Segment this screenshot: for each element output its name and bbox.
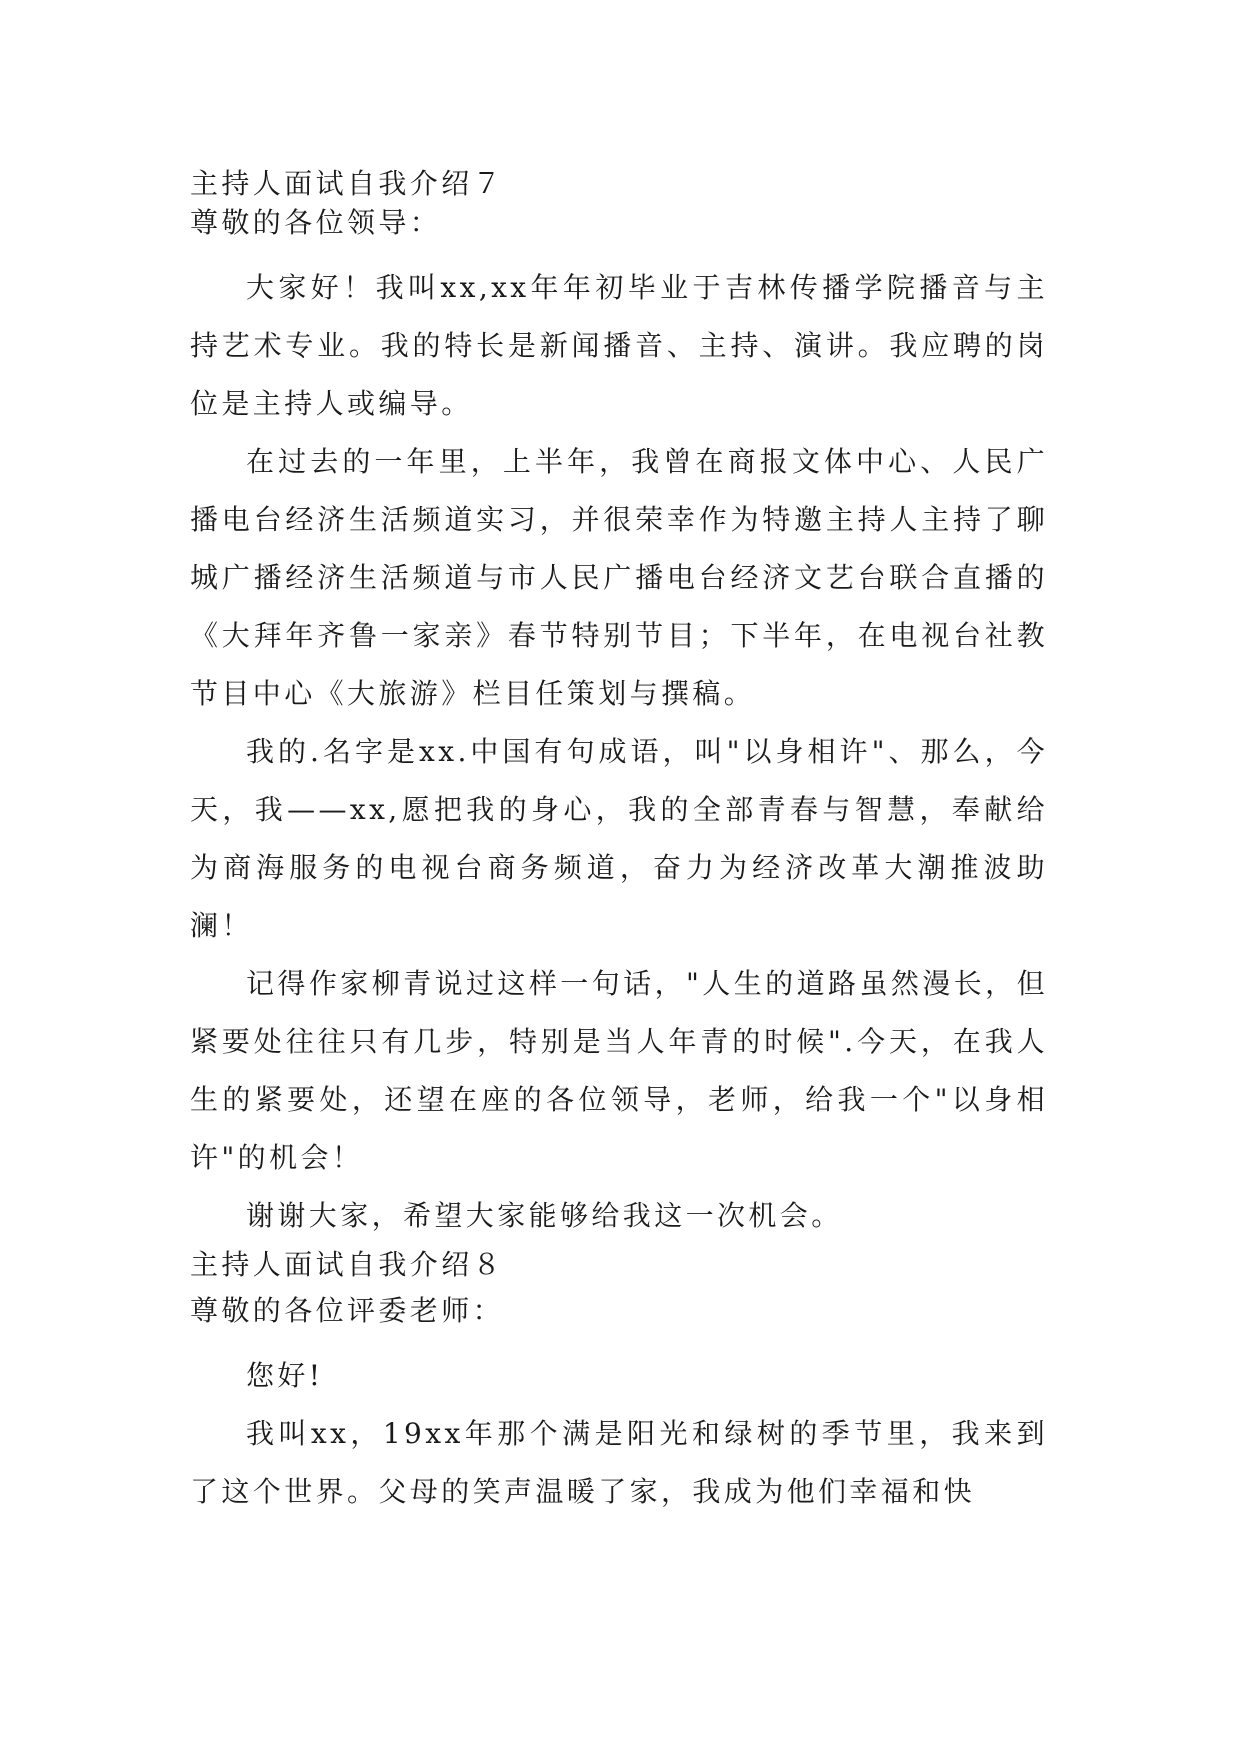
paragraph-7-4: 记得作家柳青说过这样一句话，"人生的道路虽然漫长，但紧要处往往只有几步，特别是当人年青的时候".今天，在我人生的紧要处，还望在座的各位领导，老师，给我一个"以身相许"的机会！ [190,967,1048,1174]
salutation-7: 尊敬的各位领导： [190,206,442,239]
section-heading-8: 主持人面试自我介绍８ [190,1248,505,1281]
paragraph-8-1: 我叫xx，19xx年那个满是阳光和绿树的季节里，我来到了这个世界。父母的笑声温暖了家，我成为他们幸福和快 [190,1417,1048,1508]
paragraph-7-1: 大家好！我叫xx,xx年年初毕业于吉林传播学院播音与主持艺术专业。我的特长是新闻播音、主持、演讲。我应聘的岗位是主持人或编导。 [190,271,1048,420]
paragraph-7-5: 谢谢大家，希望大家能够给我这一次机会。 [246,1199,843,1232]
paragraph-7-2: 在过去的一年里，上半年，我曾在商报文体中心、人民广播电台经济生活频道实习，并很荣幸作为特邀主持人主持了聊城广播经济生活频道与市人民广播电台经济文艺台联合直播的《大拜年齐鲁一家亲》春节特别节目；下半年，在电视台社教节目中心《大旅游》栏目任策划与撰稿。 [190,445,1048,710]
document-body [190,164,1048,1521]
section-heading-7: 主持人面试自我介绍７ [190,167,505,200]
greeting-8: 您好! [246,1359,324,1392]
salutation-8: 尊敬的各位评委老师： [190,1294,505,1327]
paragraph-7-3: 我的.名字是xx.中国有句成语，叫"以身相许"、那么，今天，我——xx,愿把我的身心，我的全部青春与智慧，奉献给为商海服务的电视台商务频道，奋力为经济改革大潮推波助澜！ [190,735,1048,942]
